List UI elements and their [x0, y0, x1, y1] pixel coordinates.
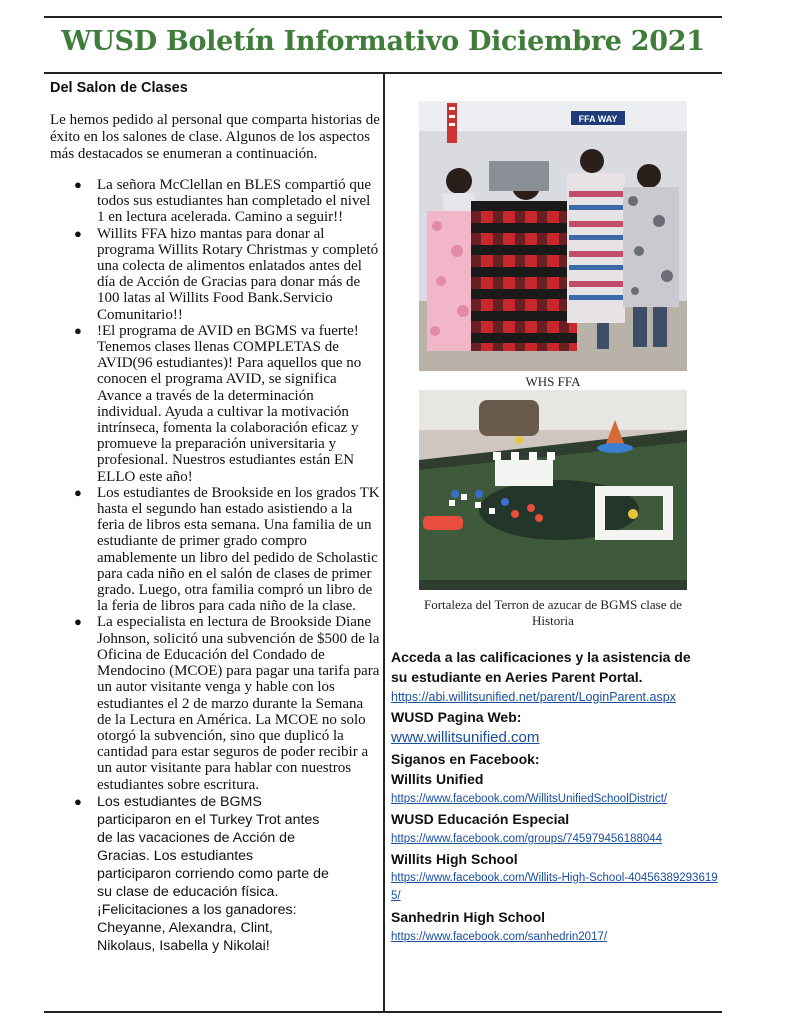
newsletter-title: WUSD Boletín Informativo Diciembre 2021	[61, 26, 705, 57]
facebook-special-ed-link[interactable]: https://www.facebook.com/groups/745979456188044	[391, 833, 663, 845]
facebook-whs-link[interactable]: https://www.facebook.com/Willits-High-School-404563892936195/	[391, 872, 718, 902]
aeries-portal-link[interactable]: https://abi.willitsunified.net/parent/LoginParent.aspx	[391, 690, 676, 704]
facebook-willits-unified-label: Willits Unified	[391, 771, 484, 787]
list-item: ● La especialista en lectura de Brookside Diane Johnson, solicitó una subvención de $500 de la Oficina de Educación del Condado de Mendocino (MCOE) para pagar una tarifa para un autor visitante venga y hable con los estudiantes el 2 de marzo durante la Semana de la Lectura en América. La MCOE no solo otorgó la subvención, sino que duplicó la cantidad para estar seguros de poder recibir a un autor visitante para hablar con nuestros estudiantes sobre escritura.	[74, 614, 380, 793]
facebook-willits-unified-link[interactable]: https://www.facebook.com/WillitsUnifiedSchoolDistrict/	[391, 793, 668, 805]
top-rule	[44, 16, 722, 18]
aeries-heading-line1: Acceda a las calificaciones y la asistencia de	[391, 649, 691, 665]
facebook-special-ed-label: WUSD Educación Especial	[391, 811, 570, 827]
sugar-fortress-illustration	[419, 390, 687, 590]
classroom-section	[50, 80, 380, 955]
aeries-heading-line2: su estudiante en Aeries Parent Portal.	[391, 669, 643, 685]
list-item: ● Los estudiantes de Brookside en los grados TK hasta el segundo han estado asistiendo a la feria de libros esta semana. Una familia de un estudiante de primer grado compro amablemente un libro del pedido de Scholastic para cada niño en el salón de clases de primer grado. Luego, otra familia compró un libro de la feria de libros para cada niño de la clase.	[74, 484, 380, 615]
facebook-label: Siganos en Facebook:	[391, 751, 540, 767]
facebook-whs-label: Willits High School	[391, 851, 518, 867]
website-label: WUSD Pagina Web:	[391, 709, 522, 725]
list-item: ● Willits FFA hizo mantas para donar al programa Willits Rotary Christmas y completó una colecta de alimentos enlatados antes del día de Acción de Gracias para donar más de 100 latas al Willits Food Bank.Servicio Comunitario!!	[74, 225, 379, 323]
section-heading: Del Salon de Clases	[50, 80, 188, 96]
ffa-photo-caption: WHS FFA	[525, 374, 581, 389]
list-item: ● Los estudiantes de BGMS participaron en el Turkey Trot antes de las vacaciones de Acción de Gracias. Los estudiantes participaron corriendo como parte de su clase de educación física. ¡Felicitaciones a los ganadores: Cheyanne, Alexandra, Clint, Nikolaus, Isabella y Nikolai!	[74, 793, 329, 954]
facebook-sanhedrin-label: Sanhedrin High School	[391, 909, 546, 925]
links-panel	[391, 647, 721, 947]
sugar-fortress-photo	[419, 390, 687, 590]
ffa-way-sign: FFA WAY	[578, 114, 618, 124]
column-divider	[383, 72, 385, 1013]
list-item: ● !El programa de AVID en BGMS va fuerte! Tenemos clases llenas COMPLETAS de AVID(96 estudiantes)! Para aquellos que no conocen el programa AVID, se significa Avance a través de la determinación individual. Ayuda a cultivar la motivación intrínseca, fomenta la colaboración eficaz y promueve la preparación universitaria y profesional. Nuestros estudiantes están EN ELLO este año!	[74, 322, 362, 485]
section-intro: Le hemos pedido al personal que comparta historias de éxito en los salones de clase. Algunos de los aspectos más destacados se enumeran a continuación.	[50, 112, 380, 162]
website-link[interactable]: www.willitsunified.com	[391, 729, 540, 746]
ffa-photo	[419, 101, 687, 371]
list-item: ● La señora McClellan en BLES compartió que todos sus estudiantes han completado el nivel 1 en lectura acelerada. Camino a seguir!!	[74, 177, 372, 226]
facebook-sanhedrin-link[interactable]: https://www.facebook.com/sanhedrin2017/	[391, 931, 608, 943]
ffa-photo-illustration	[419, 101, 687, 371]
highlights-list	[50, 177, 380, 955]
fortress-photo-caption: Fortaleza del Terron de azucar de BGMS clase de Historia	[423, 597, 683, 628]
